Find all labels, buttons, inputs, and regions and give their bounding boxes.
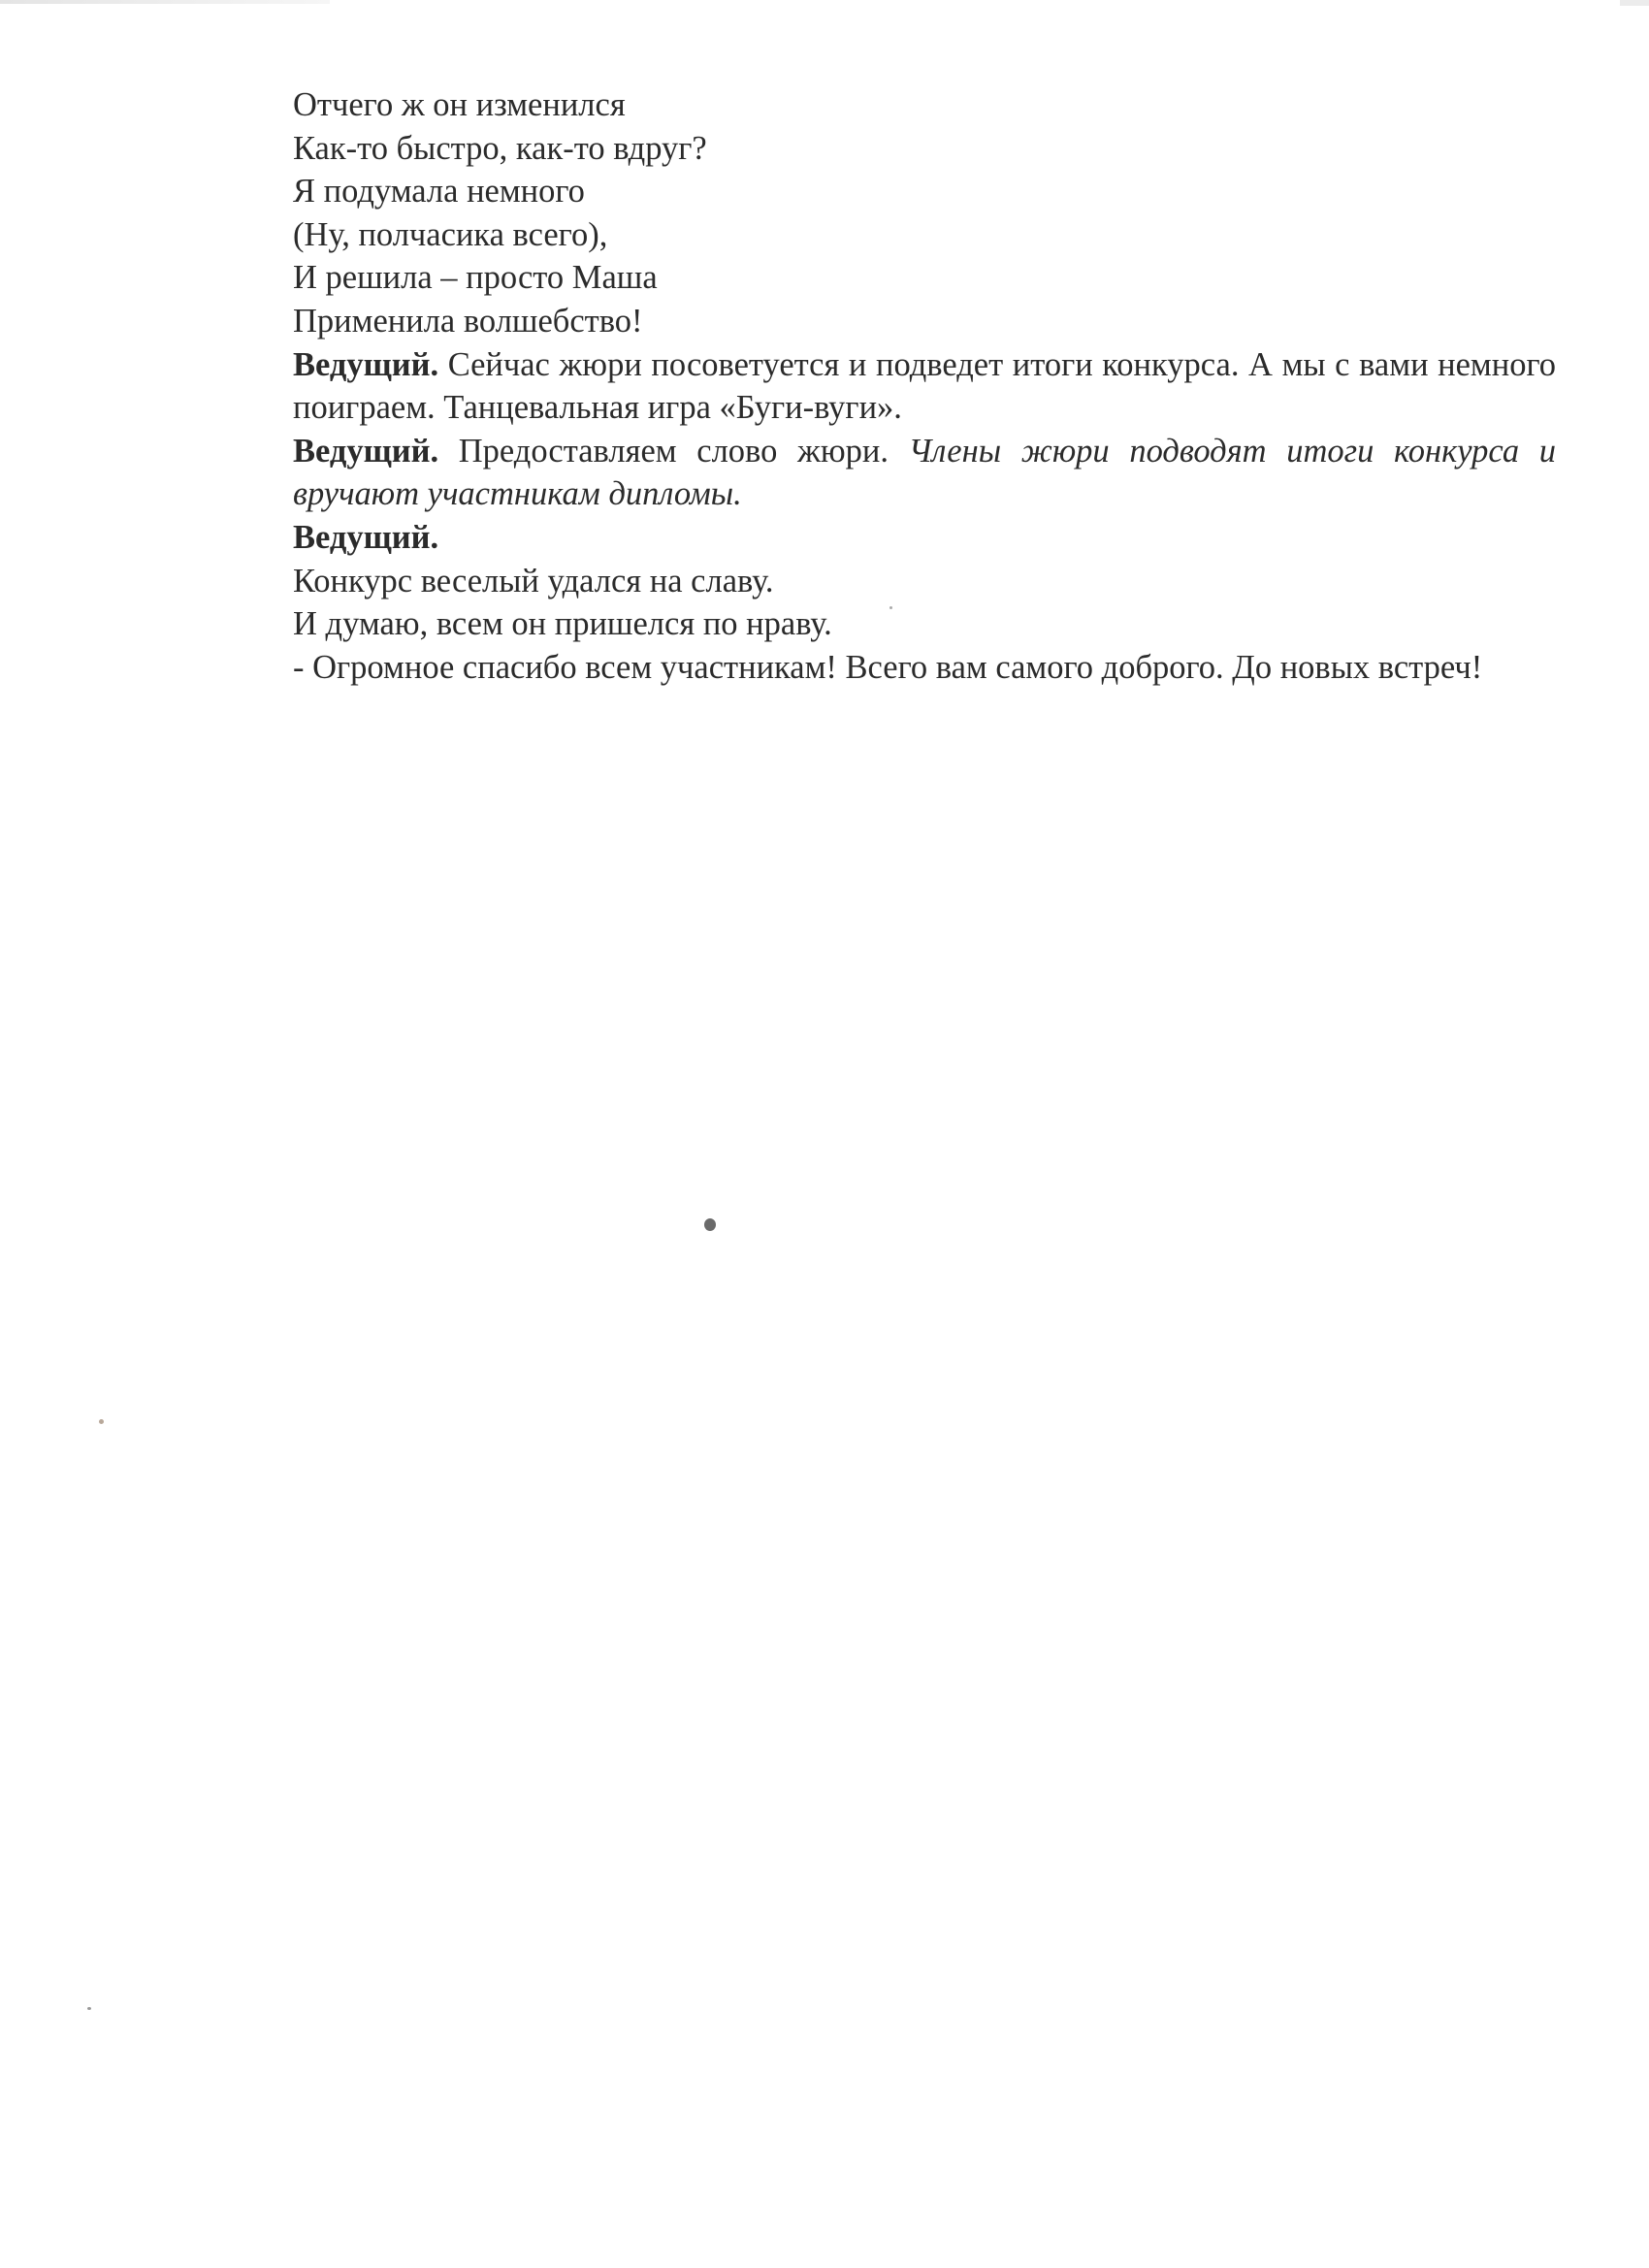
closing-verse-line: Конкурс веселый удался на славу. [293,562,774,599]
host-remark-paragraph [293,516,1556,560]
poem-line: И решила – просто Маша [293,259,658,297]
speaker-label: Ведущий. [293,345,439,383]
poem-line: Применила волшебство! [293,302,643,340]
poem-line: Я подумала немного [293,173,585,211]
stage-direction: Члены жюри подводят итоги конкурса и вручают участникам дипломы. [293,432,1556,513]
scan-speck [87,2007,91,2010]
scan-edge-top [0,0,330,4]
poem-line: Как-то быстро, как-то вдруг? [293,129,707,167]
scan-speck [889,606,892,609]
scan-speck [99,1419,104,1424]
poem-line: (Ну, полчасика всего), [293,215,608,253]
script-text [293,83,1556,689]
scan-edge-right [1620,0,1649,6]
poem-line: Отчего ж он изменился [293,86,626,123]
host-remark-paragraph [293,343,1556,430]
speaker-label: Ведущий. [293,432,439,470]
closing-paragraph: - Огромное спасибо всем участникам! Всего вам самого доброго. До новых встреч! [293,648,1483,686]
host-remark-text: Предоставляем слово жюри. [438,432,909,470]
speaker-label: Ведущий. [293,518,439,556]
host-remark-text: Сейчас жюри посоветуется и подведет итоги конкурса. А мы с вами немного поиграем. Танцевальная игра «Буги-вуги». [293,345,1556,427]
host-remark-paragraph [293,430,1556,516]
scan-speck [704,1218,716,1231]
closing-verse-line: И думаю, всем он пришелся по нраву. [293,605,832,643]
